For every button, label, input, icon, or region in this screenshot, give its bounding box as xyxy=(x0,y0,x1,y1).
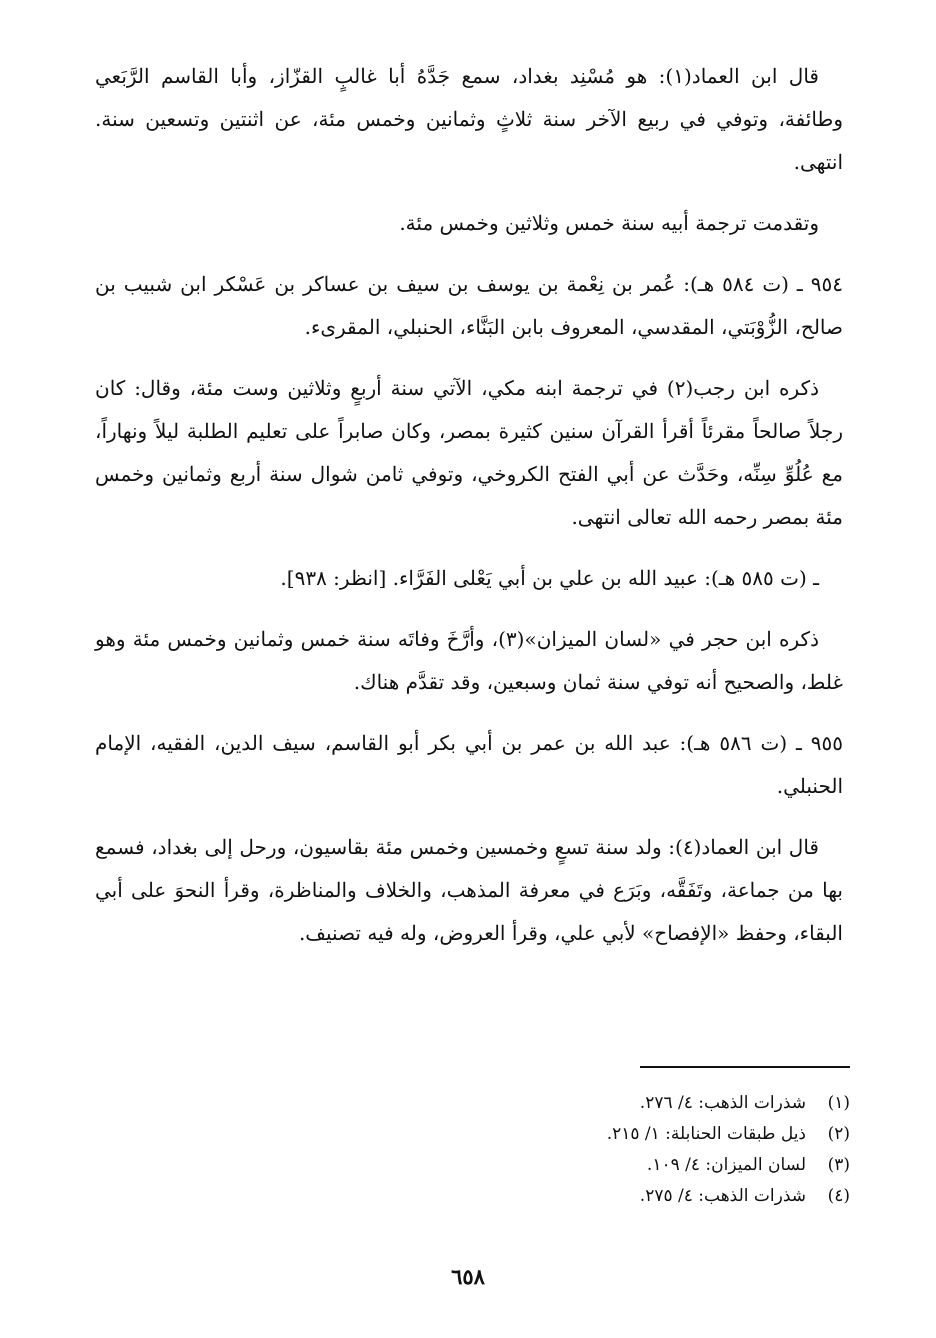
footnote-number: (٤) xyxy=(827,1186,850,1206)
paragraph-father-note: وتقدمت ترجمة أبيه سنة خمس وثلاثين وخمس مئة. xyxy=(399,211,819,235)
footnote-number: (١) xyxy=(827,1093,850,1113)
paragraph-ibn-alimad-2: قال ابن العماد(٤): ولد سنة تسعٍ وخمسين وخمس مئة بقاسيون، ورحل إلى بغداد، فسمع بها من جماعة، وتَفَقَّه، وبَرَع في معرفة المذهب، والخلاف والمناظرة، وقرأ النحوَ على أبي البقاء، وحفظ «الإفصاح» لأبي علي، وقرأ العروض، وله فيه تصنيف. xyxy=(95,835,843,945)
paragraph-ibn-rajab: ذكره ابن رجب(٢) في ترجمة ابنه مكي، الآتي سنة أربعٍ وثلاثين وست مئة، وقال: كان رجلاً صالحاً مقرئاً أقرأ القرآن سنين كثيرة بمصر، وكان صابراً على تعليم الطلبة ليلاً ونهاراً، مع عُلُوِّ سِنِّه، وحَدَّث عن أبي الفتح الكروخي، وتوفي ثامن شوال سنة أربع وثمانين وخمس مئة بمصر رحمه الله تعالى انتهى. xyxy=(95,376,843,529)
footnote-item xyxy=(430,1119,850,1150)
footnote-text: لسان الميزان: ٤/ ١٠٩. xyxy=(646,1155,806,1175)
paragraph-ibn-alimad-1: قال ابن العماد(١): هو مُسْنِد بغداد، سمع جَدَّهُ أبا غالبٍ القزّاز، وأبا القاسم الرَّبَعي وطائفة، وتوفي في ربيع الآخر سنة ثلاثٍ وثمانين وخمس مئة، عن اثنتين وتسعين سنة. انتهى. xyxy=(95,64,843,174)
footnote-item xyxy=(430,1181,850,1212)
footnotes xyxy=(430,1088,850,1212)
page-number: ٦٥٨ xyxy=(451,1264,485,1289)
entry-954-heading: ٩٥٤ ـ (ت ٥٨٤ هـ): عُمر بن نِعْمة بن يوسف بن سيف بن عساكر بن عَسْكر ابن شبيب بن صالح، الزُّوْبَتي، المقدسي، المعروف بابن البَنَّاء، الحنبلي، المقرىء. xyxy=(95,272,843,339)
paragraph-ibn-hajar: ذكره ابن حجر في «لسان الميزان»(٣)، وأرَّخَ وفاتَه سنة خمس وثمانين وخمس مئة وهو غلط، والصحيح أنه توفي سنة ثمان وسبعين، وقد تقدَّم هناك. xyxy=(95,627,843,694)
footnote-text: شذرات الذهب: ٤/ ٢٧٥. xyxy=(639,1186,806,1206)
main-text xyxy=(95,55,843,973)
footnote-text: شذرات الذهب: ٤/ ٢٧٦. xyxy=(639,1093,806,1113)
entry-585-heading: ـ (ت ٥٨٥ هـ): عبيد الله بن علي بن أبي يَعْلى الفَرَّاء. [انظر: ٩٣٨]. xyxy=(280,566,819,590)
footnote-number: (٣) xyxy=(827,1155,850,1175)
footnote-number: (٢) xyxy=(827,1124,850,1144)
footnote-item xyxy=(430,1088,850,1119)
footnote-item xyxy=(430,1150,850,1181)
entry-955-heading: ٩٥٥ ـ (ت ٥٨٦ هـ): عبد الله بن عمر بن أبي بكر أبو القاسم، سيف الدين، الفقيه، الإمام الحنبلي. xyxy=(95,731,843,798)
footnote-text: ذيل طبقات الحنابلة: ١/ ٢١٥. xyxy=(606,1124,806,1144)
footnote-separator xyxy=(640,1066,850,1068)
